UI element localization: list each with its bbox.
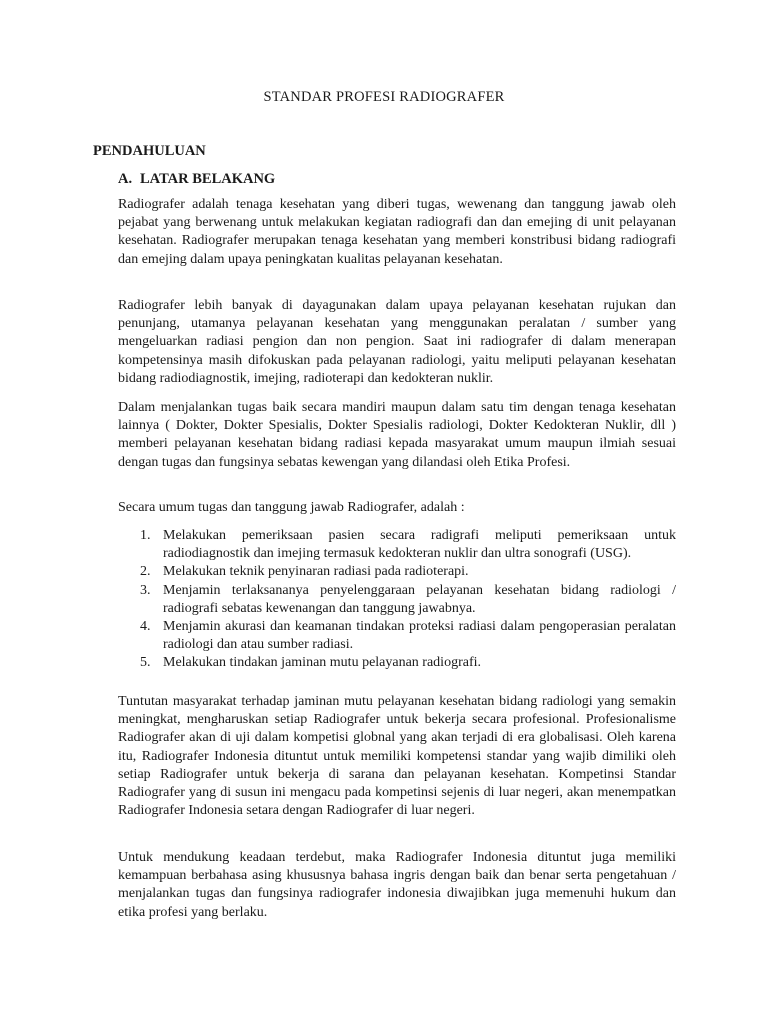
section-letter: A.: [118, 171, 133, 187]
section-title: LATAR BELAKANG: [140, 171, 276, 187]
document-title: STANDAR PROFESI RADIOGRAFER: [263, 89, 505, 105]
list-item: [118, 582, 676, 618]
list-item: [118, 563, 676, 581]
list-item: [118, 618, 676, 654]
paragraph-duties-intro: Secara umum tugas dan tanggung jawab Radiografer, adalah :: [118, 500, 465, 515]
list-item-number: 5.: [140, 655, 151, 671]
list-item-number: 1.: [140, 528, 151, 543]
list-item: [118, 654, 676, 672]
section-heading: [118, 171, 275, 188]
chapter-heading: PENDAHULUAN: [93, 143, 206, 159]
list-item-text: Menjamin akurasi dan keamanan tindakan proteksi radiasi dalam pengoperasian peralatan radiologi dan atau sumber radiasi.: [163, 619, 676, 653]
list-item-number: 2.: [140, 564, 151, 580]
paragraph-language: Untuk mendukung keadaan terdebut, maka Radiografer Indonesia dituntut juga memiliki kemampuan berbahasa asing khususnya bahasa ingris dengan baik dan benar serta pengetahuan / menjalankan tugas dan fungsinya radiografer indonesia diwajibkan juga memenuhi hukum dan etika profesi yang berlaku.: [118, 850, 676, 920]
list-item-text: Melakukan teknik penyinaran radiasi pada radioterapi.: [163, 564, 469, 580]
paragraph-services: Radiografer lebih banyak di dayagunakan dalam upaya pelayanan kesehatan rujukan dan penunjang, utamanya pelayanan kesehatan yang menggunakan peralatan / sumber yang mengeluarkan radiasi pengion dan non pengion. Saat ini radiografer di dalam menerapan kompetensinya masih difokuskan pada pelayanan radiologi, yaitu meliputi pelayanan kesehatan bidang radiodiagnostik, imejing, radioterapi dan kedokteran nuklir.: [118, 298, 676, 386]
list-item-text: Menjamin terlaksananya penyelenggaraan pelayanan kesehatan bidang radiologi / radiografi sebatas kewenangan dan tanggung jawabnya.: [163, 582, 676, 616]
paragraph-intro: Radiografer adalah tenaga kesehatan yang diberi tugas, wewenang dan tanggung jawab oleh pejabat yang berwenang untuk melakukan kegiatan radiografi dan dan emejing di unit pelayanan kesehatan. Radiografer merupakan tenaga kesehatan yang memberi konstribusi bidang radiografi dan emejing dalam upaya peningkatan kualitas pelayanan kesehatan.: [118, 197, 676, 267]
list-item-number: 4.: [140, 619, 151, 635]
list-item-number: 3.: [140, 582, 151, 598]
paragraph-team: Dalam menjalankan tugas baik secara mandiri maupun dalam satu tim dengan tenaga kesehatan lainnya ( Dokter, Dokter Spesialis, Dokter Spesialis radiologi, Dokter Kedokteran Nuklir, dll ) memberi pelayanan kesehatan bidang radiasi kepada masyarakat umum maupun ilmiah sesuai dengan tugas dan fungsinya sebatas kewengan yang dilandasi oleh Etika Profesi.: [118, 400, 676, 470]
list-item-text: Melakukan tindakan jaminan mutu pelayanan radiografi.: [163, 655, 482, 671]
paragraph-quality: Tuntutan masyarakat terhadap jaminan mutu pelayanan kesehatan bidang radiologi yang semakin meningkat, mengharuskan setiap Radiografer untuk bekerja secara profesional. Profesionalisme Radiografer akan di uji dalam kompetisi globnal yang akan terjadi di era globalisasi. Oleh karena itu, Radiografer Indonesia dituntut untuk memiliki kompetensi standar yang wajib dimiliki oleh setiap Radiografer untuk bekerja di sarana dan pelayanan kesehatan. Kompetinsi Standar Radiografer yang di susun ini mengacu pada kompetinsi sejenis di luar negeri, akan menempatkan Radiografer Indonesia setara dengan Radiografer di luar negeri.: [118, 694, 676, 819]
list-item-text: Melakukan pemeriksaan pasien secara radigrafi meliputi pemeriksaan untuk radiodiagnostik dan imejing termasuk kedokteran nuklir dan ultra sonografi (USG).: [163, 528, 676, 562]
list-item: [118, 527, 676, 563]
duties-list: [118, 527, 676, 673]
